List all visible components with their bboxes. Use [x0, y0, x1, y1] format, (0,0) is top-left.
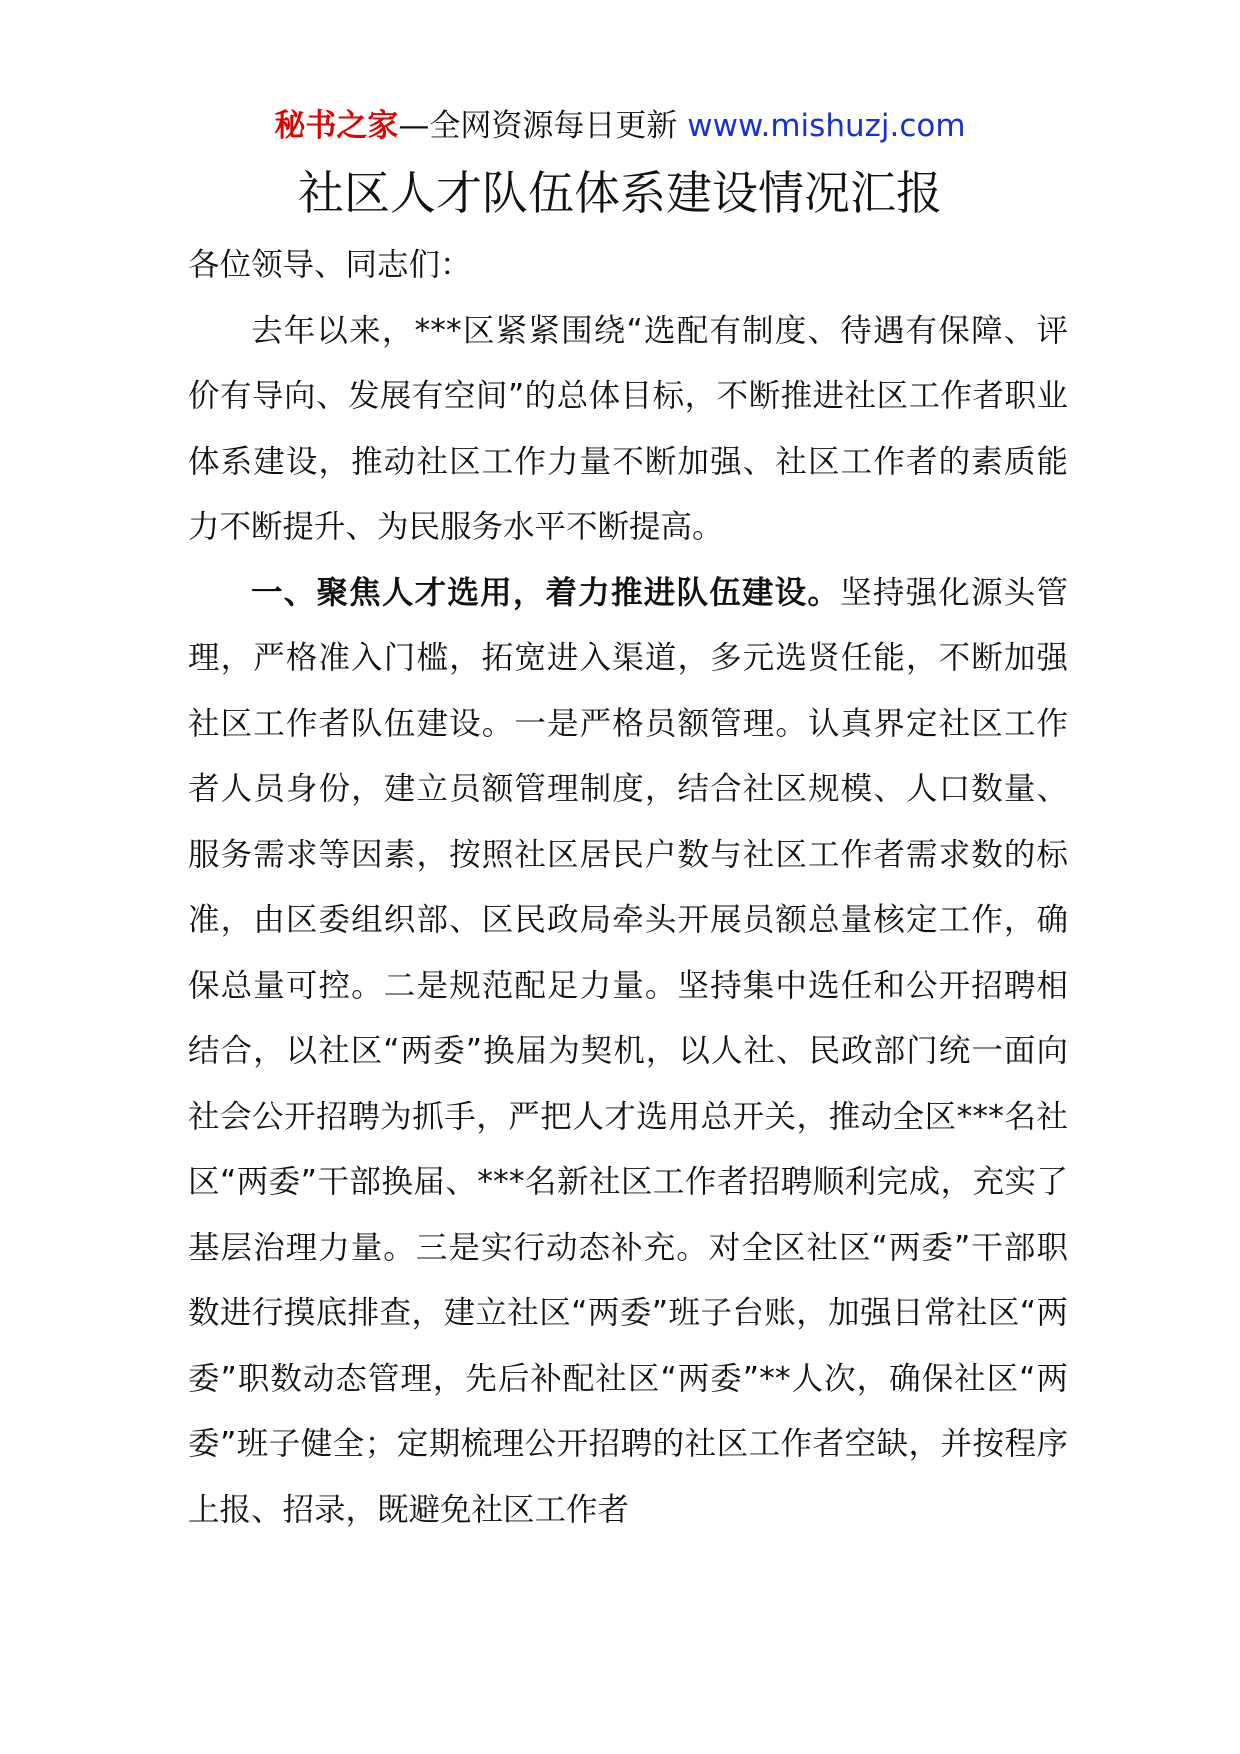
- section-1-text: 坚持强化源头管理，严格准入门槛，拓宽进入渠道，多元选贤任能，不断加强社区工作者队伍建设。一是严格员额管理。认真界定社区工作者人员身份，建立员额管理制度，结合社区规模、人口数量、服务需求等因素，按照社区居民户数与社区工作者需求数的标准，由区委组织部、区民政局牵头开展员额总量核定工作，确保总量可控。二是规范配足力量。坚持集中选任和公开招聘相结合，以社区“两委”换届为契机，以人社、民政部门统一面向社会公开招聘为抓手，严把人才选用总开关，推动全区***名社区“两委”干部换届、***名新社区工作者招聘顺利完成，充实了基层治理力量。三是实行动态补充。对全区社区“两委”干部职数进行摸底排查，建立社区“两委”班子台账，加强日常社区“两委”职数动态管理，先后补配社区“两委”**人次，确保社区“两委”班子健全；定期梳理公开招聘的社区工作者空缺，并按程序上报、招录，既避免社区工作者: [188, 574, 1068, 1528]
- header-tagline: —全网资源每日更新: [398, 108, 678, 144]
- site-header: [0, 104, 1240, 148]
- section-1-heading: 一、聚焦人才选用，着力推进队伍建设。: [251, 574, 841, 611]
- document-body: [188, 233, 1068, 1543]
- intro-paragraph: 去年以来，***区紧紧围绕“选配有制度、待遇有保障、评价有导向、发展有空间”的总体目标，不断推进社区工作者职业体系建设，推动社区工作力量不断加强、社区工作者的素质能力不断提升、为民服务水平不断提高。: [188, 312, 1068, 545]
- brand-name: 秘书之家: [274, 108, 399, 144]
- section-1-paragraph: [188, 561, 1068, 1544]
- site-url-link[interactable]: www.mishuzj.com: [687, 108, 966, 144]
- salutation: 各位领导、同志们：: [188, 247, 472, 283]
- document-title: 社区人才队伍体系建设情况汇报: [298, 166, 942, 220]
